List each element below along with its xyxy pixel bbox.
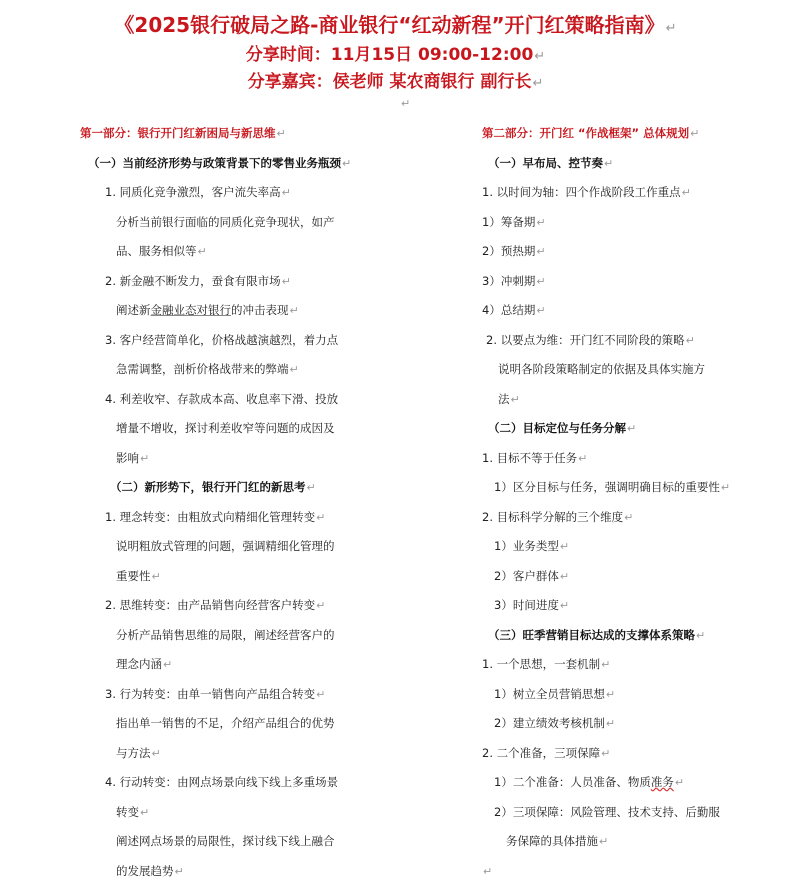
sub-item: 3）冲刺期↵ [482, 267, 782, 297]
document-title: 《2025银行破局之路-商业银行“红动新程”开门红策略指南》↵ [0, 9, 791, 38]
list-item: 4. 利差收窄、存款成本高、收息率下滑、投放 [80, 385, 380, 415]
paragraph-mark-icon: ↵ [198, 245, 207, 258]
section-heading: （三）旺季营销目标达成的支撑体系策略↵ [482, 621, 782, 651]
paragraph-mark-icon: ↵ [290, 304, 299, 317]
sub-item: 1）树立全员营销思想↵ [482, 680, 782, 710]
list-item-desc: 分析当前银行面临的同质化竞争现状，如产 [80, 208, 380, 238]
list-item: 2. 以要点为维：开门红不同阶段的策略↵ [482, 326, 782, 356]
paragraph-mark-icon: ↵ [483, 865, 492, 878]
list-item: 2. 思维转变：由产品销售向经营客户转变↵ [80, 591, 380, 621]
paragraph-mark-icon: ↵ [140, 806, 149, 819]
paragraph-mark-icon: ↵ [175, 865, 184, 878]
paragraph-mark-icon: ↵ [560, 540, 569, 553]
paragraph-mark-icon: ↵ [682, 186, 691, 199]
part-one-title: 第一部分：银行开门红新困局与新思维↵ [80, 119, 380, 149]
paragraph-mark-icon: ↵ [282, 275, 291, 288]
paragraph-mark-icon: ↵ [140, 452, 149, 465]
list-item-desc: 急需调整，剖析价格战带来的弊端↵ [80, 355, 380, 385]
list-item: 1. 理念转变：由粗放式向精细化管理转变↵ [80, 503, 380, 533]
paragraph-mark-icon: ↵ [606, 717, 615, 730]
list-item-desc: 法↵ [482, 385, 782, 415]
paragraph-mark-icon: ↵ [401, 97, 410, 110]
list-item-desc: 阐述网点场景的局限性，探讨线下线上融合 [80, 827, 380, 857]
list-item-desc: 增量不增收，探讨利差收窄等问题的成因及 [80, 414, 380, 444]
paragraph-mark-icon: ↵ [675, 776, 684, 789]
sub-item: 3）时间进度↵ [482, 591, 782, 621]
paragraph-mark-icon: ↵ [316, 511, 325, 524]
paragraph-mark-icon: ↵ [601, 658, 610, 671]
list-item: 4. 行动转变：由网点场景向线下线上多重场景 [80, 768, 380, 798]
list-item: 1. 一个思想，一套机制↵ [482, 650, 782, 680]
sub-item: 1）区分目标与任务，强调明确目标的重要性↵ [482, 473, 782, 503]
paragraph-mark-icon: ↵ [578, 452, 587, 465]
list-item-desc: 与方法↵ [80, 739, 380, 769]
paragraph-mark-icon: ↵ [599, 835, 608, 848]
paragraph-mark-icon: ↵ [686, 334, 695, 347]
list-item: 3. 行为转变：由单一销售向产品组合转变↵ [80, 680, 380, 710]
paragraph-mark-icon: ↵ [290, 363, 299, 376]
paragraph-mark-icon: ↵ [536, 304, 545, 317]
paragraph-mark-icon: ↵ [690, 127, 699, 140]
list-item-desc: 重要性↵ [80, 562, 380, 592]
list-item: 3. 客户经营简单化，价格战越演越烈，着力点 [80, 326, 380, 356]
list-item-desc: 转变↵ [80, 798, 380, 828]
list-item: 1. 同质化竞争激烈，客户流失率高↵ [80, 178, 380, 208]
share-guest: 分享嘉宾：侯老师 某农商银行 副行长↵ [0, 67, 791, 92]
paragraph-mark-icon: ↵ [721, 481, 730, 494]
list-item-desc: 理念内涵↵ [80, 650, 380, 680]
sub-item: 2）建立绩效考核机制↵ [482, 709, 782, 739]
paragraph-mark-icon: ↵ [163, 658, 172, 671]
sub-item: 1）筹备期↵ [482, 208, 782, 238]
list-item: 1. 目标不等于任务↵ [482, 444, 782, 474]
sub-item: 4）总结期↵ [482, 296, 782, 326]
list-item-desc: 指出单一销售的不足，介绍产品组合的优势 [80, 709, 380, 739]
empty-paragraph [482, 857, 782, 886]
sub-item: 1）二个准备：人员准备、物质准务↵ [482, 768, 782, 798]
paragraph-mark-icon: ↵ [152, 570, 161, 583]
paragraph-mark-icon: ↵ [560, 599, 569, 612]
section-heading: （一）当前经济形势与政策背景下的零售业务瓶颈↵ [80, 149, 380, 179]
right-column [482, 119, 782, 886]
paragraph-mark-icon: ↵ [536, 216, 545, 229]
sub-item: 2）三项保障：风险管理、技术支持、后勤服 [482, 798, 782, 828]
paragraph-mark-icon: ↵ [282, 186, 291, 199]
paragraph-mark-icon: ↵ [316, 599, 325, 612]
paragraph-mark-icon: ↵ [532, 76, 543, 91]
paragraph-mark-icon: ↵ [342, 157, 351, 170]
paragraph-mark-icon: ↵ [624, 511, 633, 524]
paragraph-mark-icon: ↵ [316, 688, 325, 701]
part-two-title: 第二部分：开门红 “作战框架” 总体规划↵ [482, 119, 782, 149]
paragraph-mark-icon: ↵ [534, 49, 545, 64]
list-item-desc: 的发展趋势↵ [80, 857, 380, 886]
list-item-desc: 品、服务相似等↵ [80, 237, 380, 267]
sub-item: 2）客户群体↵ [482, 562, 782, 592]
paragraph-mark-icon: ↵ [666, 21, 677, 36]
paragraph-mark-icon: ↵ [601, 747, 610, 760]
section-heading: （二）新形势下，银行开门红的新思考↵ [80, 473, 380, 503]
list-item-desc: 阐述新金融业态对银行的冲击表现↵ [80, 296, 380, 326]
sub-item-desc: 务保障的具体措施↵ [482, 827, 782, 857]
paragraph-mark-icon: ↵ [604, 157, 613, 170]
paragraph-mark-icon: ↵ [536, 245, 545, 258]
paragraph-mark-icon: ↵ [277, 127, 286, 140]
list-item-desc: 分析产品销售思维的局限，阐述经营客户的 [80, 621, 380, 651]
sub-item: 1）业务类型↵ [482, 532, 782, 562]
paragraph-mark-icon: ↵ [536, 275, 545, 288]
paragraph-mark-icon: ↵ [307, 481, 316, 494]
paragraph-mark-icon: ↵ [511, 393, 520, 406]
paragraph-mark-icon: ↵ [606, 688, 615, 701]
section-heading: （一）早布局、控节奏↵ [482, 149, 782, 179]
section-heading: （二）目标定位与任务分解↵ [482, 414, 782, 444]
paragraph-mark-icon: ↵ [627, 422, 636, 435]
list-item-desc: 说明各阶段策略制定的依据及具体实施方 [482, 355, 782, 385]
left-column [80, 119, 380, 886]
list-item: 2. 目标科学分解的三个维度↵ [482, 503, 782, 533]
paragraph-mark-icon: ↵ [560, 570, 569, 583]
share-time: 分享时间：11月15日 09:00-12:00↵ [0, 40, 791, 65]
list-item-desc: 说明粗放式管理的问题，强调精细化管理的 [80, 532, 380, 562]
list-item: 2. 新金融不断发力，蚕食有限市场↵ [80, 267, 380, 297]
list-item: 2. 二个准备，三项保障↵ [482, 739, 782, 769]
list-item: 1. 以时间为轴：四个作战阶段工作重点↵ [482, 178, 782, 208]
paragraph-mark-icon: ↵ [152, 747, 161, 760]
paragraph-mark-icon: ↵ [696, 629, 705, 642]
sub-item: 2）预热期↵ [482, 237, 782, 267]
list-item-desc: 影响↵ [80, 444, 380, 474]
